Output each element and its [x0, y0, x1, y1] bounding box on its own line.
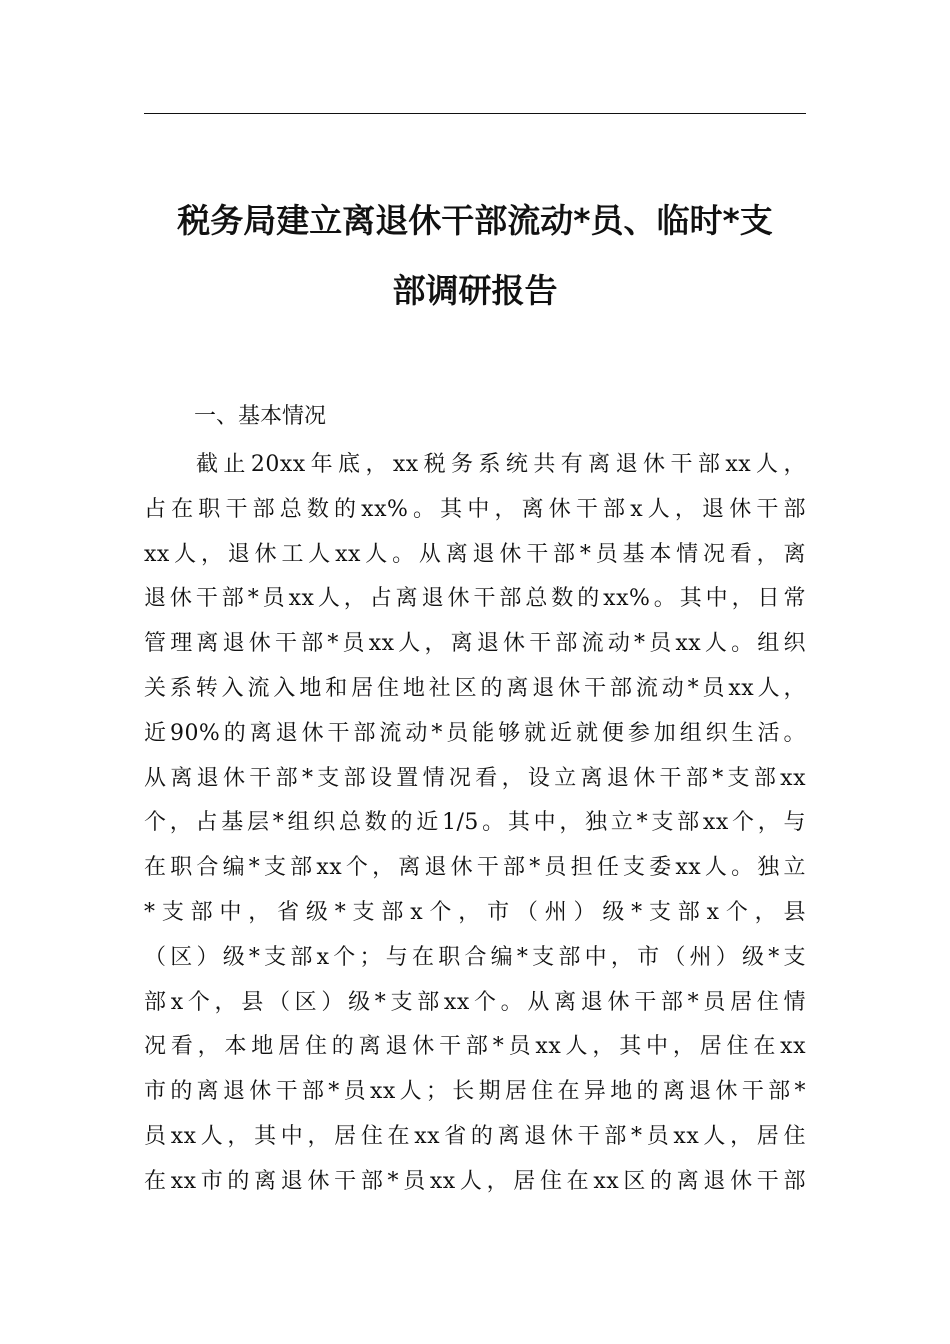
paragraph-line: xx人，退休工人xx人。从离退休干部*员基本情况看，离: [144, 541, 806, 567]
paragraph-line: 近90%的离退休干部流动*员能够就近就便参加组织生活。: [144, 720, 806, 746]
paragraph-line: 关系转入流入地和居住地社区的离退休干部流动*员xx人，: [144, 675, 806, 701]
paragraph-line: 退休干部*员xx人，占离退休干部总数的xx%。其中，日常: [144, 586, 806, 612]
paragraph-line: （区）级*支部x个；与在职合编*支部中，市（州）级*支: [144, 944, 806, 970]
paragraph-line: 在xx市的离退休干部*员xx人，居住在xx区的离退休干部: [144, 1168, 806, 1194]
paragraph-line: 员xx人，其中，居住在xx省的离退休干部*员xx人，居住: [144, 1123, 806, 1149]
paragraph-line: 管理离退休干部*员xx人，离退休干部流动*员xx人。组织: [144, 631, 806, 657]
paragraph-line: 占在职干部总数的xx%。其中，离休干部x人，退休干部: [144, 496, 806, 522]
body-paragraph: [144, 443, 806, 1205]
paragraph-line: 况看，本地居住的离退休干部*员xx人，其中，居住在xx: [144, 1034, 806, 1060]
section-heading: 一、基本情况: [194, 404, 327, 429]
title-line-2: 部调研报告: [392, 271, 558, 310]
paragraph-line: 从离退休干部*支部设置情况看，设立离退休干部*支部xx: [144, 765, 806, 791]
header-rule: [144, 113, 806, 114]
paragraph-line: 市的离退休干部*员xx人；长期居住在异地的离退休干部*: [144, 1079, 806, 1105]
paragraph-line: 个，占基层*组织总数的近1/5。其中，独立*支部xx个，与: [144, 810, 806, 836]
paragraph-line: 截止20xx年底，xx税务系统共有离退休干部xx人，: [196, 452, 806, 477]
paragraph-line: 部x个，县（区）级*支部xx个。从离退休干部*员居住情: [144, 989, 806, 1015]
document-title: [144, 186, 806, 326]
paragraph-line: 在职合编*支部xx个，离退休干部*员担任支委xx人。独立: [144, 855, 806, 881]
paragraph-line: *支部中，省级*支部x个，市（州）级*支部x个，县: [144, 899, 806, 925]
title-line-1: 税务局建立离退休干部流动*员、临时*支: [177, 201, 773, 240]
